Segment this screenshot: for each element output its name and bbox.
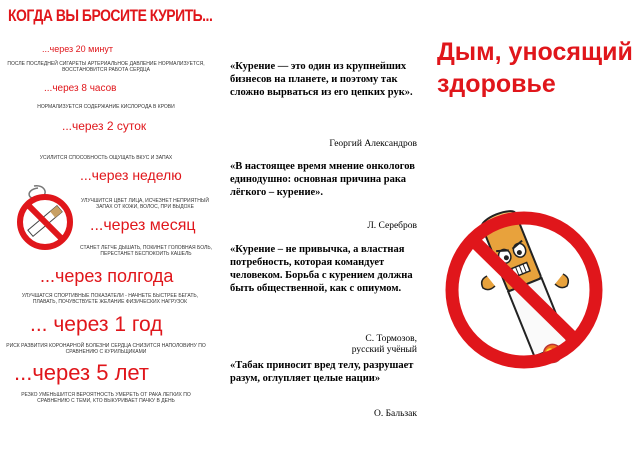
quote-2-author: Л. Серебров xyxy=(367,221,417,231)
left-panel xyxy=(0,0,213,453)
quote-3: «Курение – не привычка, а властная потребность, которая командует человеком. Борьба с курением должна быть общественной, как с опиумом. xyxy=(230,244,413,294)
step-heading-2: ...через 8 часов xyxy=(44,83,117,94)
quote-1-author: Георгий Александров xyxy=(329,139,417,149)
quote-1: «Курение — это один из крупнейших бизнесов на планете, и поэтому так сложно вырваться из его цепких рук». xyxy=(230,61,413,98)
step-heading-5: ...через месяц xyxy=(90,217,196,234)
step-desc-3: УСИЛИТСЯ СПОСОБНОСТЬ ОЩУЩАТЬ ВКУС И ЗАПАХ xyxy=(39,155,173,161)
right-panel xyxy=(427,0,640,453)
step-desc-4: УЛУЧШИТСЯ ЦВЕТ ЛИЦА, ИСЧЕЗНЕТ НЕПРИЯТНЫЙ ЗАПАХ ОТ КОЖИ, ВОЛОС, ПРИ ВЫДОХЕ xyxy=(81,198,209,210)
step-desc-6: УЛУЧШАТСЯ СПОРТИВНЫЕ ПОКАЗАТЕЛИ - НАЧНЕТЕ БЫСТРЕЕ БЕГАТЬ, ПЛАВАТЬ, ПОЧУВСТВУЕТЕ ЖЕЛАНИЕ ФИЗИЧЕСКИХ НАГРУЗОК xyxy=(21,293,199,305)
step-heading-6: ...через полгода xyxy=(40,266,174,286)
step-heading-4: ...через неделю xyxy=(80,167,182,183)
step-heading-3: ...через 2 суток xyxy=(62,119,147,133)
step-desc-2: НОРМАЛИЗУЕТСЯ СОДЕРЖАНИЕ КИСЛОРОДА В КРОВИ xyxy=(37,104,175,110)
quote-4: «Табак приносит вред телу, разрушает разум, оглупляет целые нации» xyxy=(230,360,414,384)
step-heading-1: ...через 20 минут xyxy=(42,44,113,54)
step-desc-8: РЕЗКО УМЕНЬШИТСЯ ВЕРОЯТНОСТЬ УМЕРЕТЬ ОТ РАКА ЛЕГКИХ ПО СРАВНЕНИЮ С ТЕМИ, КТО ВЫКУРИВАЕТ ПАЧКУ В ДЕНЬ xyxy=(21,392,191,404)
left-title: КОГДА ВЫ БРОСИТЕ КУРИТЬ... xyxy=(8,6,213,25)
step-desc-7: РИСК РАЗВИТИЯ КОРОНАРНОЙ БОЛЕЗНИ СЕРДЦА СНИЗИТСЯ НАПОЛОВИНУ ПО СРАВНЕНИЮ С КУРИЛЬЩИКАМИ xyxy=(6,343,206,355)
no-smoking-icon xyxy=(14,180,76,250)
quote-4-author: О. Бальзак xyxy=(373,409,417,419)
cigarette-character-no-smoking-icon xyxy=(439,200,609,375)
middle-panel xyxy=(213,0,427,453)
step-desc-5: СТАНЕТ ЛЕГЧЕ ДЫШАТЬ, ПОКИНЕТ ГОЛОВНАЯ БОЛЬ, ПЕРЕСТАНЕТ БЕСПОКОИТЬ КАШЕЛЬ xyxy=(80,245,212,257)
quote-3-author-role: русский учёный xyxy=(351,345,417,355)
quote-3-author: С. Тормозов, xyxy=(365,334,417,344)
quote-2: «В настоящее время мнение онкологов единодушно: основная причина рака лёгкого – курение». xyxy=(230,161,415,198)
step-heading-7: ... через 1 год xyxy=(30,313,163,336)
step-heading-8: ...через 5 лет xyxy=(14,360,149,385)
brochure-title: Дым, уносящий здоровье xyxy=(437,38,633,98)
step-desc-1: ПОСЛЕ ПОСЛЕДНЕЙ СИГАРЕТЫ АРТЕРИАЛЬНОЕ ДАВЛЕНИЕ НОРМАЛИЗУЕТСЯ, ВОССТАНОВИТСЯ РАБОТА СЕРДЦА xyxy=(7,61,205,73)
